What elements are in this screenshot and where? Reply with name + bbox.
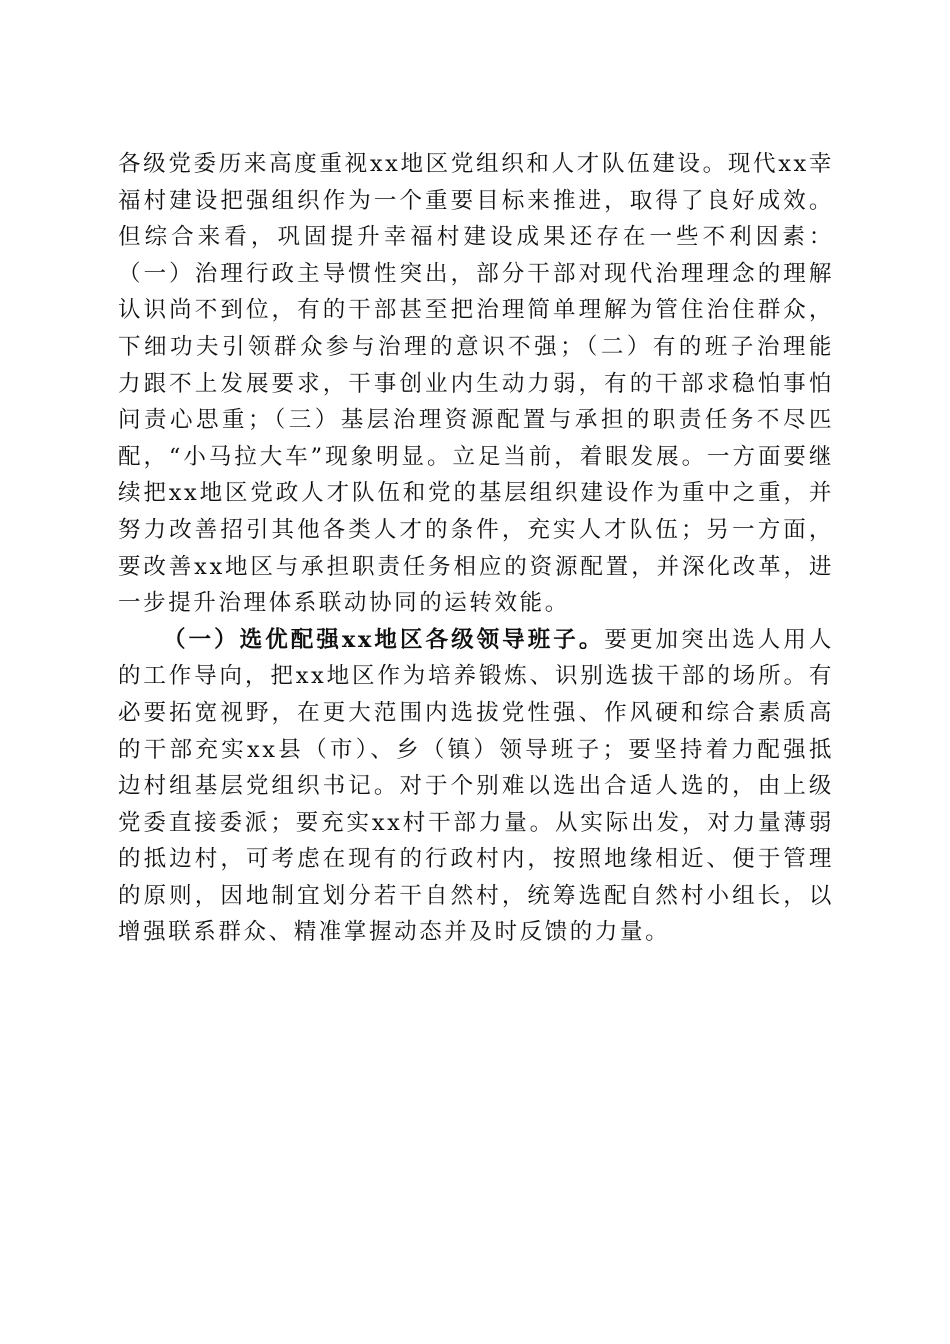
paragraph-1: 各级党委历来高度重视xx地区党组织和人才队伍建设。现代xx幸福村建设把强组织作为一个重要目标来推进，取得了良好成效。但综合来看，巩固提升幸福村建设成果还存在一些不利因素：（一）治理行政主导惯性突出，部分干部对现代治理理念的理解认识尚不到位，有的干部甚至把治理简单理解为管住治住群众，下细功夫引领群众参与治理的意识不强；（二）有的班子治理能力跟不上发展要求，干事创业内生动力弱，有的干部求稳怕事怕问责心思重；（三）基层治理资源配置与承担的职责任务不尽匹配，“小马拉大车”现象明显。立足当前，着眼发展。一方面要继续把xx地区党政人才队伍和党的基层组织建设作为重中之重，并努力改善招引其他各类人才的条件，充实人才队伍；另一方面，要改善xx地区与承担职责任务相应的资源配置，并深化改革，进一步提升治理体系联动协同的运转效能。	[118, 151, 834, 617]
section-heading-1: （一）选优配强xx地区各级领导班子。	[163, 626, 605, 653]
paragraph-2-text: 要更加突出选人用人的工作导向，把xx地区作为培养锻炼、识别选拔干部的场所。有必要拓宽视野，在更大范围内选拔党性强、作风硬和综合素质高的干部充实xx县（市）、乡（镇）领导班子；要坚持着力配强抵边村组基层党组织书记。对于个别难以选出合适人选的，由上级党委直接委派；要充实xx村干部力量。从实际出发，对力量薄弱的抵边村，可考虑在现有的行政村内，按照地缘相近、便于管理的原则，因地制宜划分若干自然村，统筹选配自然村小组长，以增强联系群众、精准掌握动态并及时反馈的力量。	[118, 626, 834, 946]
paragraph-2	[118, 622, 834, 951]
document-body	[118, 146, 834, 951]
